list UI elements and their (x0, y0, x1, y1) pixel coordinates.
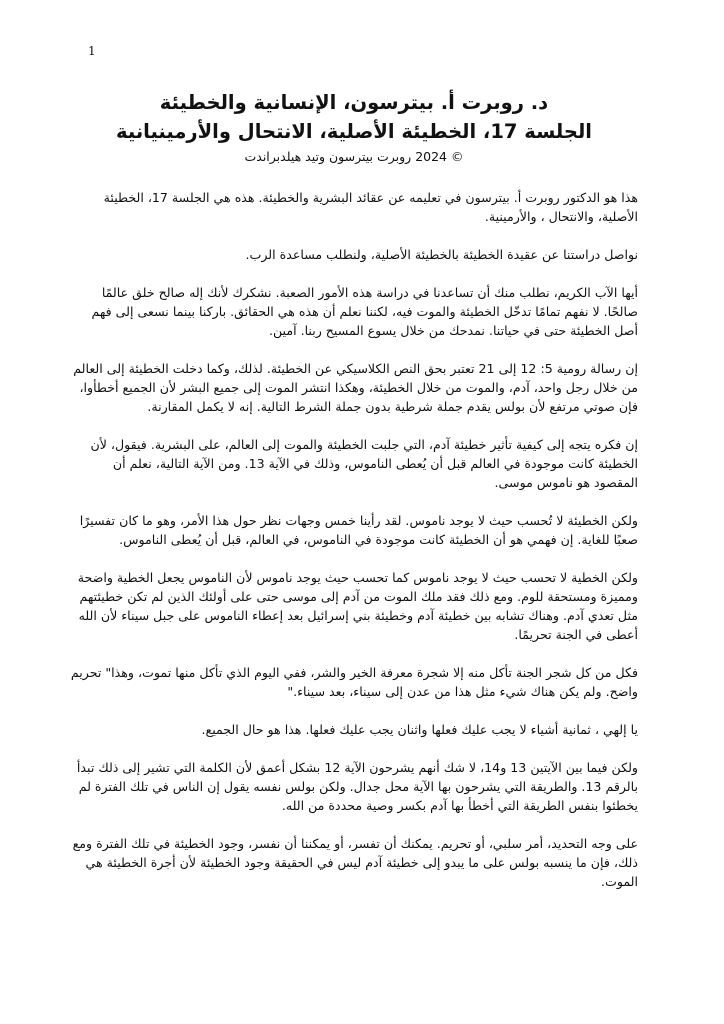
paragraph: نواصل دراستنا عن عقيدة الخطيئة بالخطيئة الأصلية، ولنطلب مساعدة الرب. (245, 247, 638, 262)
paragraph: على وجه التحديد، أمر سلبي، أو تحريم. يمكنك أن تفسر، أو يمكننا أن نفسر، وجود الخطيئة في تلك الفترة ومع ذلك، فإن ما ينسبه بولس على ما يبدو إلى خطيئة آدم ليس في الحقيقة وجود الخطيئة لأن أجرة الخطيئة هي الموت. (72, 836, 638, 889)
paragraph: ولكن فيما بين الآيتين 13 و14، لا شك أنهم يشرحون الآية 12 بشكل أعمق لأن الكلمة التي تشير إلى ذلك تبدأ بالرقم 13. والطريقة التي يشرحون بها الآية محل جدال. ولكن بولس نفسه يقول إن الناس في تلك الفترة لم يخطئوا بنفس الطريقة التي أخطأ بها آدم بكسر وصية محددة من الله. (76, 760, 638, 813)
paragraph: يا إلهي ، ثمانية أشياء لا يجب عليك فعلها واثنان يجب عليك فعلها. هذا هو حال الجميع. (201, 722, 638, 737)
document-body (70, 88, 638, 891)
paragraph: هذا هو الدكتور روبرت أ. بيترسون في تعليمه عن عقائد البشرية والخطيئة. هذه هي الجلسة 17، الخطيئة الأصلية، والانتحال ، والأرمينية. (103, 190, 638, 224)
document-title (70, 88, 638, 146)
title-line-1: د. روبرت أ. بيترسون، الإنسانية والخطيئة (159, 91, 549, 114)
paragraph: ولكن الخطيئة لا تُحسب حيث لا يوجد ناموس. لقد رأينا خمس وجهات نظر حول هذا الأمر، وهو ما كان تفسيرًا صعبًا للغاية. إن فهمي هو أن الخطيئة كانت موجودة في الناموس، في العالم، قبل أن يُعطى الناموس. (79, 513, 638, 547)
paragraph: إن فكره يتجه إلى كيفية تأثير خطيئة آدم، التي جلبت الخطيئة والموت إلى العالم، على البشرية. فيقول، لأن الخطيئة كانت موجودة في العالم قبل أن يُعطى الناموس، وذلك في الآية 13. ومن الآية التالية، نعلم أن المقصود هو ناموس موسى. (90, 437, 638, 490)
paragraph: فكل من كل شجر الجنة تأكل منه إلا شجرة معرفة الخير والشر، ففي اليوم الذي تأكل منها تموت، وهذا" تحريم واضح. ولم يكن هناك شيء مثل هذا من عدن إلى سيناء، بعد سيناء." (70, 665, 638, 699)
copyright-line: © 2024 روبرت بيترسون وتيد هيلدبراندت (244, 149, 464, 164)
title-line-2: الجلسة 17، الخطيئة الأصلية، الانتحال والأرمينيانية (116, 120, 592, 143)
paragraph: إن رسالة رومية 5: 12 إلى 21 تعتبر بحق النص الكلاسيكي عن الخطيئة. لذلك، وكما دخلت الخطيئة إلى العالم من خلال رجل واحد، آدم، والموت من خلال الخطيئة، وهكذا انتشر الموت إلى جميع البشر لأن الجميع أخطأوا، فإن صوتي مرتفع لأن بولس يقدم جملة شرطية بدون جملة الشرط التالية. إنه لا يكمل المقارنة. (73, 361, 638, 414)
page-number: 1 (88, 44, 96, 58)
paragraph: أيها الآب الكريم، نطلب منك أن تساعدنا في دراسة هذه الأمور الصعبة. نشكرك لأنك إله صالح خلق عالمًا صالحًا. لا نفهم تمامًا تدخّل الخطيئة والموت فيه، لكننا نعلم أن هذه هي الحقائق. باركنا بينما نسعى إلى فهم أصل الخطيئة حتى في حياتنا. نمدحك من خلال يسوع المسيح ربنا. آمين. (91, 285, 638, 338)
paragraph: ولكن الخطية لا تحسب حيث لا يوجد ناموس كما تحسب حيث يوجد ناموس لأن الناموس يجعل الخطية واضحة ومميزة ومستحقة للوم. ومع ذلك فقد ملك الموت من آدم إلى موسى حتى على أولئك الذين لم تكن خطيئتهم مثل تعدي آدم. وهناك تشابه بين خطيئة آدم وخطيئة بني إسرائيل بعد إعطاء الناموس على جبل سيناء لأن الله أعطى في الجنة تحريمًا. (77, 570, 638, 642)
